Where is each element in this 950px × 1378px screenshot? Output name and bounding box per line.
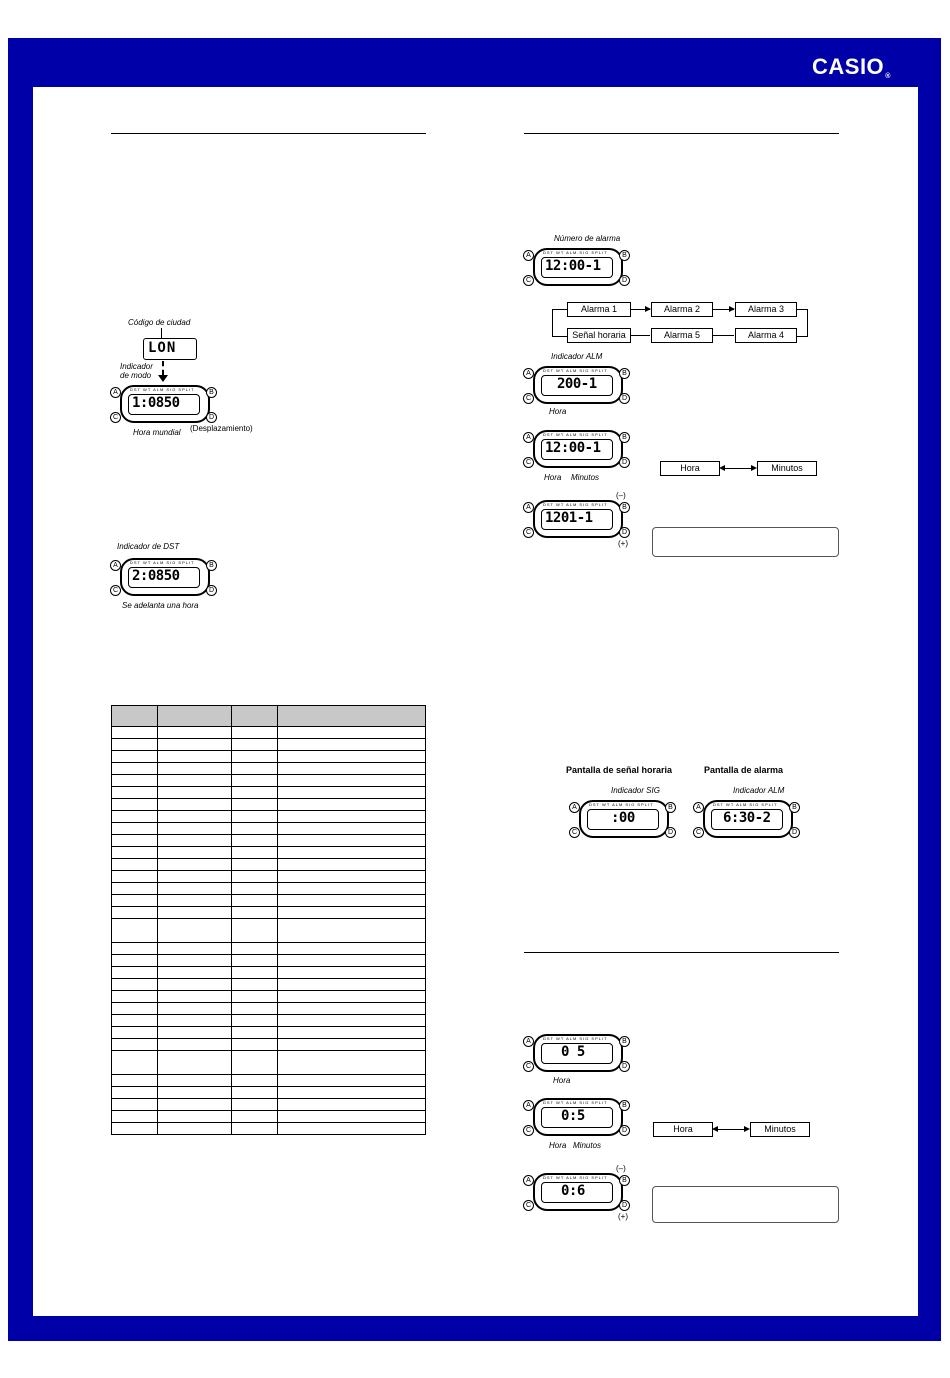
button-d[interactable]: D xyxy=(619,393,630,404)
button-c[interactable]: C xyxy=(523,527,534,538)
table-cell xyxy=(278,835,426,847)
table-cell xyxy=(278,811,426,823)
table-cell xyxy=(278,1003,426,1015)
table-cell xyxy=(278,787,426,799)
button-b[interactable]: B xyxy=(206,387,217,398)
flow-arrow xyxy=(630,309,650,310)
table-cell xyxy=(278,991,426,1003)
table-row xyxy=(112,823,426,835)
table-cell xyxy=(112,919,158,943)
watch-timer-1: DST WT ALM SIG SPLIT 0 5 A B C D xyxy=(523,1034,633,1070)
table-cell xyxy=(278,1039,426,1051)
table-row xyxy=(112,991,426,1003)
table-cell xyxy=(232,847,278,859)
minus-label: (–) xyxy=(616,491,626,500)
table-cell xyxy=(158,739,232,751)
scroll-arrow-head xyxy=(158,375,168,382)
button-b[interactable]: B xyxy=(665,802,676,813)
table-cell xyxy=(278,823,426,835)
hour-label: Hora xyxy=(544,473,562,482)
table-cell xyxy=(278,739,426,751)
button-b[interactable]: B xyxy=(619,250,630,261)
table-cell xyxy=(232,739,278,751)
table-cell xyxy=(232,1051,278,1075)
table-row xyxy=(112,871,426,883)
button-d[interactable]: D xyxy=(665,827,676,838)
button-c[interactable]: C xyxy=(693,827,704,838)
table-cell xyxy=(158,751,232,763)
button-b[interactable]: B xyxy=(619,1175,630,1186)
table-cell xyxy=(112,1099,158,1111)
double-arrow-head-left xyxy=(712,1126,718,1132)
table-cell xyxy=(232,823,278,835)
button-a[interactable]: A xyxy=(569,802,580,813)
table-cell xyxy=(158,907,232,919)
table-cell xyxy=(112,1123,158,1135)
button-a[interactable]: A xyxy=(523,502,534,513)
flow-hour: Hora xyxy=(660,461,720,476)
watch-alarm-screen: DST WT ALM SIG SPLIT 6:30-2 A B C D xyxy=(693,800,803,836)
table-cell xyxy=(158,895,232,907)
city-code-text: LON xyxy=(148,340,177,356)
hour-label: Hora xyxy=(549,1141,567,1150)
table-cell xyxy=(158,1015,232,1027)
table-cell xyxy=(112,979,158,991)
table-cell xyxy=(232,955,278,967)
city-code-label: Código de ciudad xyxy=(128,318,191,327)
table-cell xyxy=(278,883,426,895)
watch-adjust: DST WT ALM SIG SPLIT 1201-1 A B C D xyxy=(523,500,633,536)
table-cell xyxy=(112,1111,158,1123)
watch-hour-minute: DST WT ALM SIG SPLIT 12:00-1 A B C D xyxy=(523,430,633,466)
table-row xyxy=(112,1075,426,1087)
watch-timer-2: DST WT ALM SIG SPLIT 0:5 A B C D xyxy=(523,1098,633,1134)
flow-alarm-1: Alarma 1 xyxy=(567,302,631,317)
table-row xyxy=(112,763,426,775)
watch-alm-indicator: DST WT ALM SIG SPLIT 200-1 A B C D xyxy=(523,366,633,402)
plus-label: (+) xyxy=(618,539,628,548)
table-cell xyxy=(232,1039,278,1051)
flow-connector xyxy=(552,309,567,337)
table-cell xyxy=(232,883,278,895)
table-cell xyxy=(232,775,278,787)
watch-time-signal: DST WT ALM SIG SPLIT :00 A B C D xyxy=(569,800,679,836)
table-cell xyxy=(112,727,158,739)
table-row xyxy=(112,727,426,739)
table-cell xyxy=(232,979,278,991)
table-cell xyxy=(112,823,158,835)
button-c[interactable]: C xyxy=(523,1061,534,1072)
table-row xyxy=(112,1111,426,1123)
table-cell xyxy=(278,979,426,991)
table-cell xyxy=(112,799,158,811)
table-cell xyxy=(112,751,158,763)
table-cell xyxy=(158,835,232,847)
button-b[interactable]: B xyxy=(619,368,630,379)
flow-arrow-left xyxy=(713,335,734,336)
table-cell xyxy=(278,1099,426,1111)
scroll-arrow xyxy=(162,361,164,375)
table-cell xyxy=(112,787,158,799)
casio-logo: CASIO® xyxy=(812,54,891,80)
table-cell xyxy=(112,835,158,847)
button-a[interactable]: A xyxy=(523,368,534,379)
table-cell xyxy=(158,1111,232,1123)
table-row xyxy=(112,1027,426,1039)
minutes-label: Minutos xyxy=(571,473,600,482)
button-d[interactable]: D xyxy=(619,457,630,468)
table-row xyxy=(112,919,426,943)
table-row xyxy=(112,895,426,907)
table-cell xyxy=(278,1111,426,1123)
hour-label: Hora xyxy=(549,407,567,416)
button-a[interactable]: A xyxy=(523,1100,534,1111)
flow-minutes: Minutos xyxy=(750,1122,810,1137)
table-cell xyxy=(158,811,232,823)
button-d[interactable]: D xyxy=(619,1061,630,1072)
time-signal-screen-title: Pantalla de señal horaria xyxy=(566,765,673,775)
table-cell xyxy=(112,1027,158,1039)
plus-label: (+) xyxy=(618,1212,628,1221)
button-d[interactable]: D xyxy=(206,585,217,596)
button-a[interactable]: A xyxy=(110,387,121,398)
table-cell xyxy=(112,967,158,979)
hour-label: Hora xyxy=(553,1076,571,1085)
button-b[interactable]: B xyxy=(619,502,630,513)
button-c[interactable]: C xyxy=(523,457,534,468)
table-cell xyxy=(158,1027,232,1039)
mode-indicator-label-1: Indicador xyxy=(120,362,153,371)
table-cell xyxy=(158,1087,232,1099)
minus-label: (–) xyxy=(616,1164,626,1173)
table-cell xyxy=(232,991,278,1003)
table-row xyxy=(112,955,426,967)
table-cell xyxy=(232,1123,278,1135)
table-cell xyxy=(112,907,158,919)
table-cell xyxy=(278,955,426,967)
table-cell xyxy=(232,1015,278,1027)
note-box xyxy=(652,1186,839,1223)
minutes-label: Minutos xyxy=(573,1141,602,1150)
double-arrow-head-right xyxy=(744,1126,750,1132)
table-cell xyxy=(158,871,232,883)
table-row xyxy=(112,883,426,895)
alm-indicator-label: Indicador ALM xyxy=(551,352,603,361)
table-cell xyxy=(278,775,426,787)
watch-dst: DST WT ALM SIG SPLIT 2:0850 A B C D xyxy=(110,558,220,594)
button-c[interactable]: C xyxy=(523,393,534,404)
table-cell xyxy=(278,727,426,739)
table-cell xyxy=(232,859,278,871)
table-cell xyxy=(112,943,158,955)
table-cell xyxy=(158,883,232,895)
table-cell xyxy=(112,883,158,895)
table-cell xyxy=(232,811,278,823)
table-cell xyxy=(158,823,232,835)
button-b[interactable]: B xyxy=(619,1100,630,1111)
button-d[interactable]: D xyxy=(206,412,217,423)
watch-world-time: DST WT ALM SIG SPLIT 1:0850 A B C D xyxy=(110,385,220,421)
alarm-number-label: Número de alarma xyxy=(554,234,621,243)
table-header-cell xyxy=(232,706,278,727)
table-cell xyxy=(232,907,278,919)
table-header-cell xyxy=(112,706,158,727)
table-cell xyxy=(232,1003,278,1015)
alarm-screen-title: Pantalla de alarma xyxy=(704,765,784,775)
table-cell xyxy=(158,1039,232,1051)
table-cell xyxy=(158,847,232,859)
table-cell xyxy=(232,799,278,811)
table-cell xyxy=(278,919,426,943)
table-cell xyxy=(112,775,158,787)
table-cell xyxy=(278,1027,426,1039)
button-b[interactable]: B xyxy=(619,432,630,443)
table-cell xyxy=(158,1099,232,1111)
table-cell xyxy=(158,859,232,871)
table-row xyxy=(112,739,426,751)
table-cell xyxy=(158,943,232,955)
button-c[interactable]: C xyxy=(569,827,580,838)
table-cell xyxy=(158,775,232,787)
table-cell xyxy=(232,919,278,943)
section-rule-right xyxy=(524,133,839,134)
table-cell xyxy=(112,1039,158,1051)
table-cell xyxy=(232,943,278,955)
table-cell xyxy=(158,991,232,1003)
table-cell xyxy=(112,847,158,859)
alm-indicator-label-2: Indicador ALM xyxy=(733,786,785,795)
flow-connector xyxy=(797,309,808,337)
flow-alarm-3: Alarma 3 xyxy=(735,302,797,317)
table-row xyxy=(112,787,426,799)
table-cell xyxy=(112,763,158,775)
table-row xyxy=(112,1003,426,1015)
table-header-cell xyxy=(278,706,426,727)
table-row xyxy=(112,1087,426,1099)
table-cell xyxy=(112,871,158,883)
table-cell xyxy=(112,991,158,1003)
table-row xyxy=(112,859,426,871)
table-row xyxy=(112,1123,426,1135)
button-c[interactable]: C xyxy=(110,412,121,423)
sig-indicator-label: Indicador SIG xyxy=(611,786,660,795)
table-cell xyxy=(278,907,426,919)
table-cell xyxy=(278,847,426,859)
button-b[interactable]: B xyxy=(206,560,217,571)
table-row xyxy=(112,847,426,859)
table-row xyxy=(112,979,426,991)
world-time-label: Hora mundial xyxy=(133,428,181,437)
table-cell xyxy=(158,727,232,739)
section-rule-right-lower xyxy=(524,952,839,953)
flow-time-signal: Señal horaria xyxy=(567,328,631,343)
table-cell xyxy=(232,751,278,763)
table-row xyxy=(112,907,426,919)
table-cell xyxy=(232,967,278,979)
flow-minutes: Minutos xyxy=(757,461,817,476)
table-cell xyxy=(112,1051,158,1075)
table-header-cell xyxy=(158,706,232,727)
table-cell xyxy=(278,895,426,907)
table-header-row xyxy=(112,706,426,727)
table-cell xyxy=(112,955,158,967)
table-cell xyxy=(158,763,232,775)
table-cell xyxy=(158,967,232,979)
table-cell xyxy=(158,955,232,967)
table-cell xyxy=(232,1111,278,1123)
table-row xyxy=(112,811,426,823)
flow-arrow-left xyxy=(630,335,650,336)
double-arrow-head-right xyxy=(751,465,757,471)
table-cell xyxy=(112,1087,158,1099)
flow-alarm-4: Alarma 4 xyxy=(735,328,797,343)
button-d[interactable]: D xyxy=(789,827,800,838)
button-a[interactable]: A xyxy=(110,560,121,571)
table-row xyxy=(112,1039,426,1051)
button-a[interactable]: A xyxy=(523,250,534,261)
table-cell xyxy=(158,919,232,943)
table-cell xyxy=(232,1027,278,1039)
table-cell xyxy=(158,787,232,799)
table-cell xyxy=(112,859,158,871)
double-arrow xyxy=(721,468,755,469)
button-c[interactable]: C xyxy=(110,585,121,596)
button-b[interactable]: B xyxy=(619,1036,630,1047)
table-cell xyxy=(278,943,426,955)
button-d[interactable]: D xyxy=(619,1200,630,1211)
table-cell xyxy=(278,1075,426,1087)
table-cell xyxy=(158,979,232,991)
button-a[interactable]: A xyxy=(523,432,534,443)
table-row xyxy=(112,835,426,847)
section-rule-left xyxy=(111,133,426,134)
table-cell xyxy=(232,763,278,775)
table-cell xyxy=(232,871,278,883)
button-b[interactable]: B xyxy=(789,802,800,813)
city-code-pointer xyxy=(161,328,162,338)
table-cell xyxy=(112,811,158,823)
table-cell xyxy=(232,1075,278,1087)
table-cell xyxy=(232,727,278,739)
double-arrow-head-left xyxy=(719,465,725,471)
button-c[interactable]: C xyxy=(523,1200,534,1211)
button-c[interactable]: C xyxy=(523,275,534,286)
table-row xyxy=(112,1099,426,1111)
advance-label: Se adelanta una hora xyxy=(122,601,199,610)
table-row xyxy=(112,775,426,787)
table-cell xyxy=(232,1087,278,1099)
button-a[interactable]: A xyxy=(523,1036,534,1047)
button-a[interactable]: A xyxy=(693,802,704,813)
watch-timer-3: DST WT ALM SIG SPLIT 0:6 A B C D xyxy=(523,1173,633,1209)
table-cell xyxy=(112,1075,158,1087)
table-cell xyxy=(278,751,426,763)
button-d[interactable]: D xyxy=(619,1125,630,1136)
flow-alarm-5: Alarma 5 xyxy=(651,328,713,343)
note-box xyxy=(652,527,839,557)
table-cell xyxy=(112,1003,158,1015)
flow-arrow xyxy=(713,309,734,310)
city-code-table xyxy=(111,705,426,1135)
flow-alarm-2: Alarma 2 xyxy=(651,302,713,317)
flow-hour: Hora xyxy=(653,1122,713,1137)
button-c[interactable]: C xyxy=(523,1125,534,1136)
table-cell xyxy=(278,1051,426,1075)
table-cell xyxy=(278,1123,426,1135)
table-cell xyxy=(158,1051,232,1075)
table-cell xyxy=(232,835,278,847)
button-a[interactable]: A xyxy=(523,1175,534,1186)
table-cell xyxy=(158,799,232,811)
button-d[interactable]: D xyxy=(619,527,630,538)
table-row xyxy=(112,1051,426,1075)
dst-indicator-label: Indicador de DST xyxy=(117,542,180,551)
table-cell xyxy=(278,799,426,811)
table-cell xyxy=(278,1087,426,1099)
table-cell xyxy=(278,763,426,775)
table-cell xyxy=(278,1015,426,1027)
table-cell xyxy=(158,1123,232,1135)
table-cell xyxy=(232,787,278,799)
table-cell xyxy=(158,1003,232,1015)
table-row xyxy=(112,943,426,955)
table-row xyxy=(112,799,426,811)
table-cell xyxy=(232,895,278,907)
mode-indicator-label-2: de modo xyxy=(120,371,152,380)
table-row xyxy=(112,751,426,763)
table-row xyxy=(112,1015,426,1027)
table-cell xyxy=(278,871,426,883)
table-cell xyxy=(158,1075,232,1087)
table-row xyxy=(112,967,426,979)
table-cell xyxy=(232,1099,278,1111)
table-cell xyxy=(278,967,426,979)
table-cell xyxy=(112,895,158,907)
table-cell xyxy=(112,739,158,751)
offset-label: (Desplazamiento) xyxy=(190,424,253,433)
watch-alarm-number: DST WT ALM SIG SPLIT 12:00-1 A B C D xyxy=(523,248,633,284)
table-cell xyxy=(278,859,426,871)
table-cell xyxy=(112,1015,158,1027)
double-arrow xyxy=(714,1129,748,1130)
button-d[interactable]: D xyxy=(619,275,630,286)
